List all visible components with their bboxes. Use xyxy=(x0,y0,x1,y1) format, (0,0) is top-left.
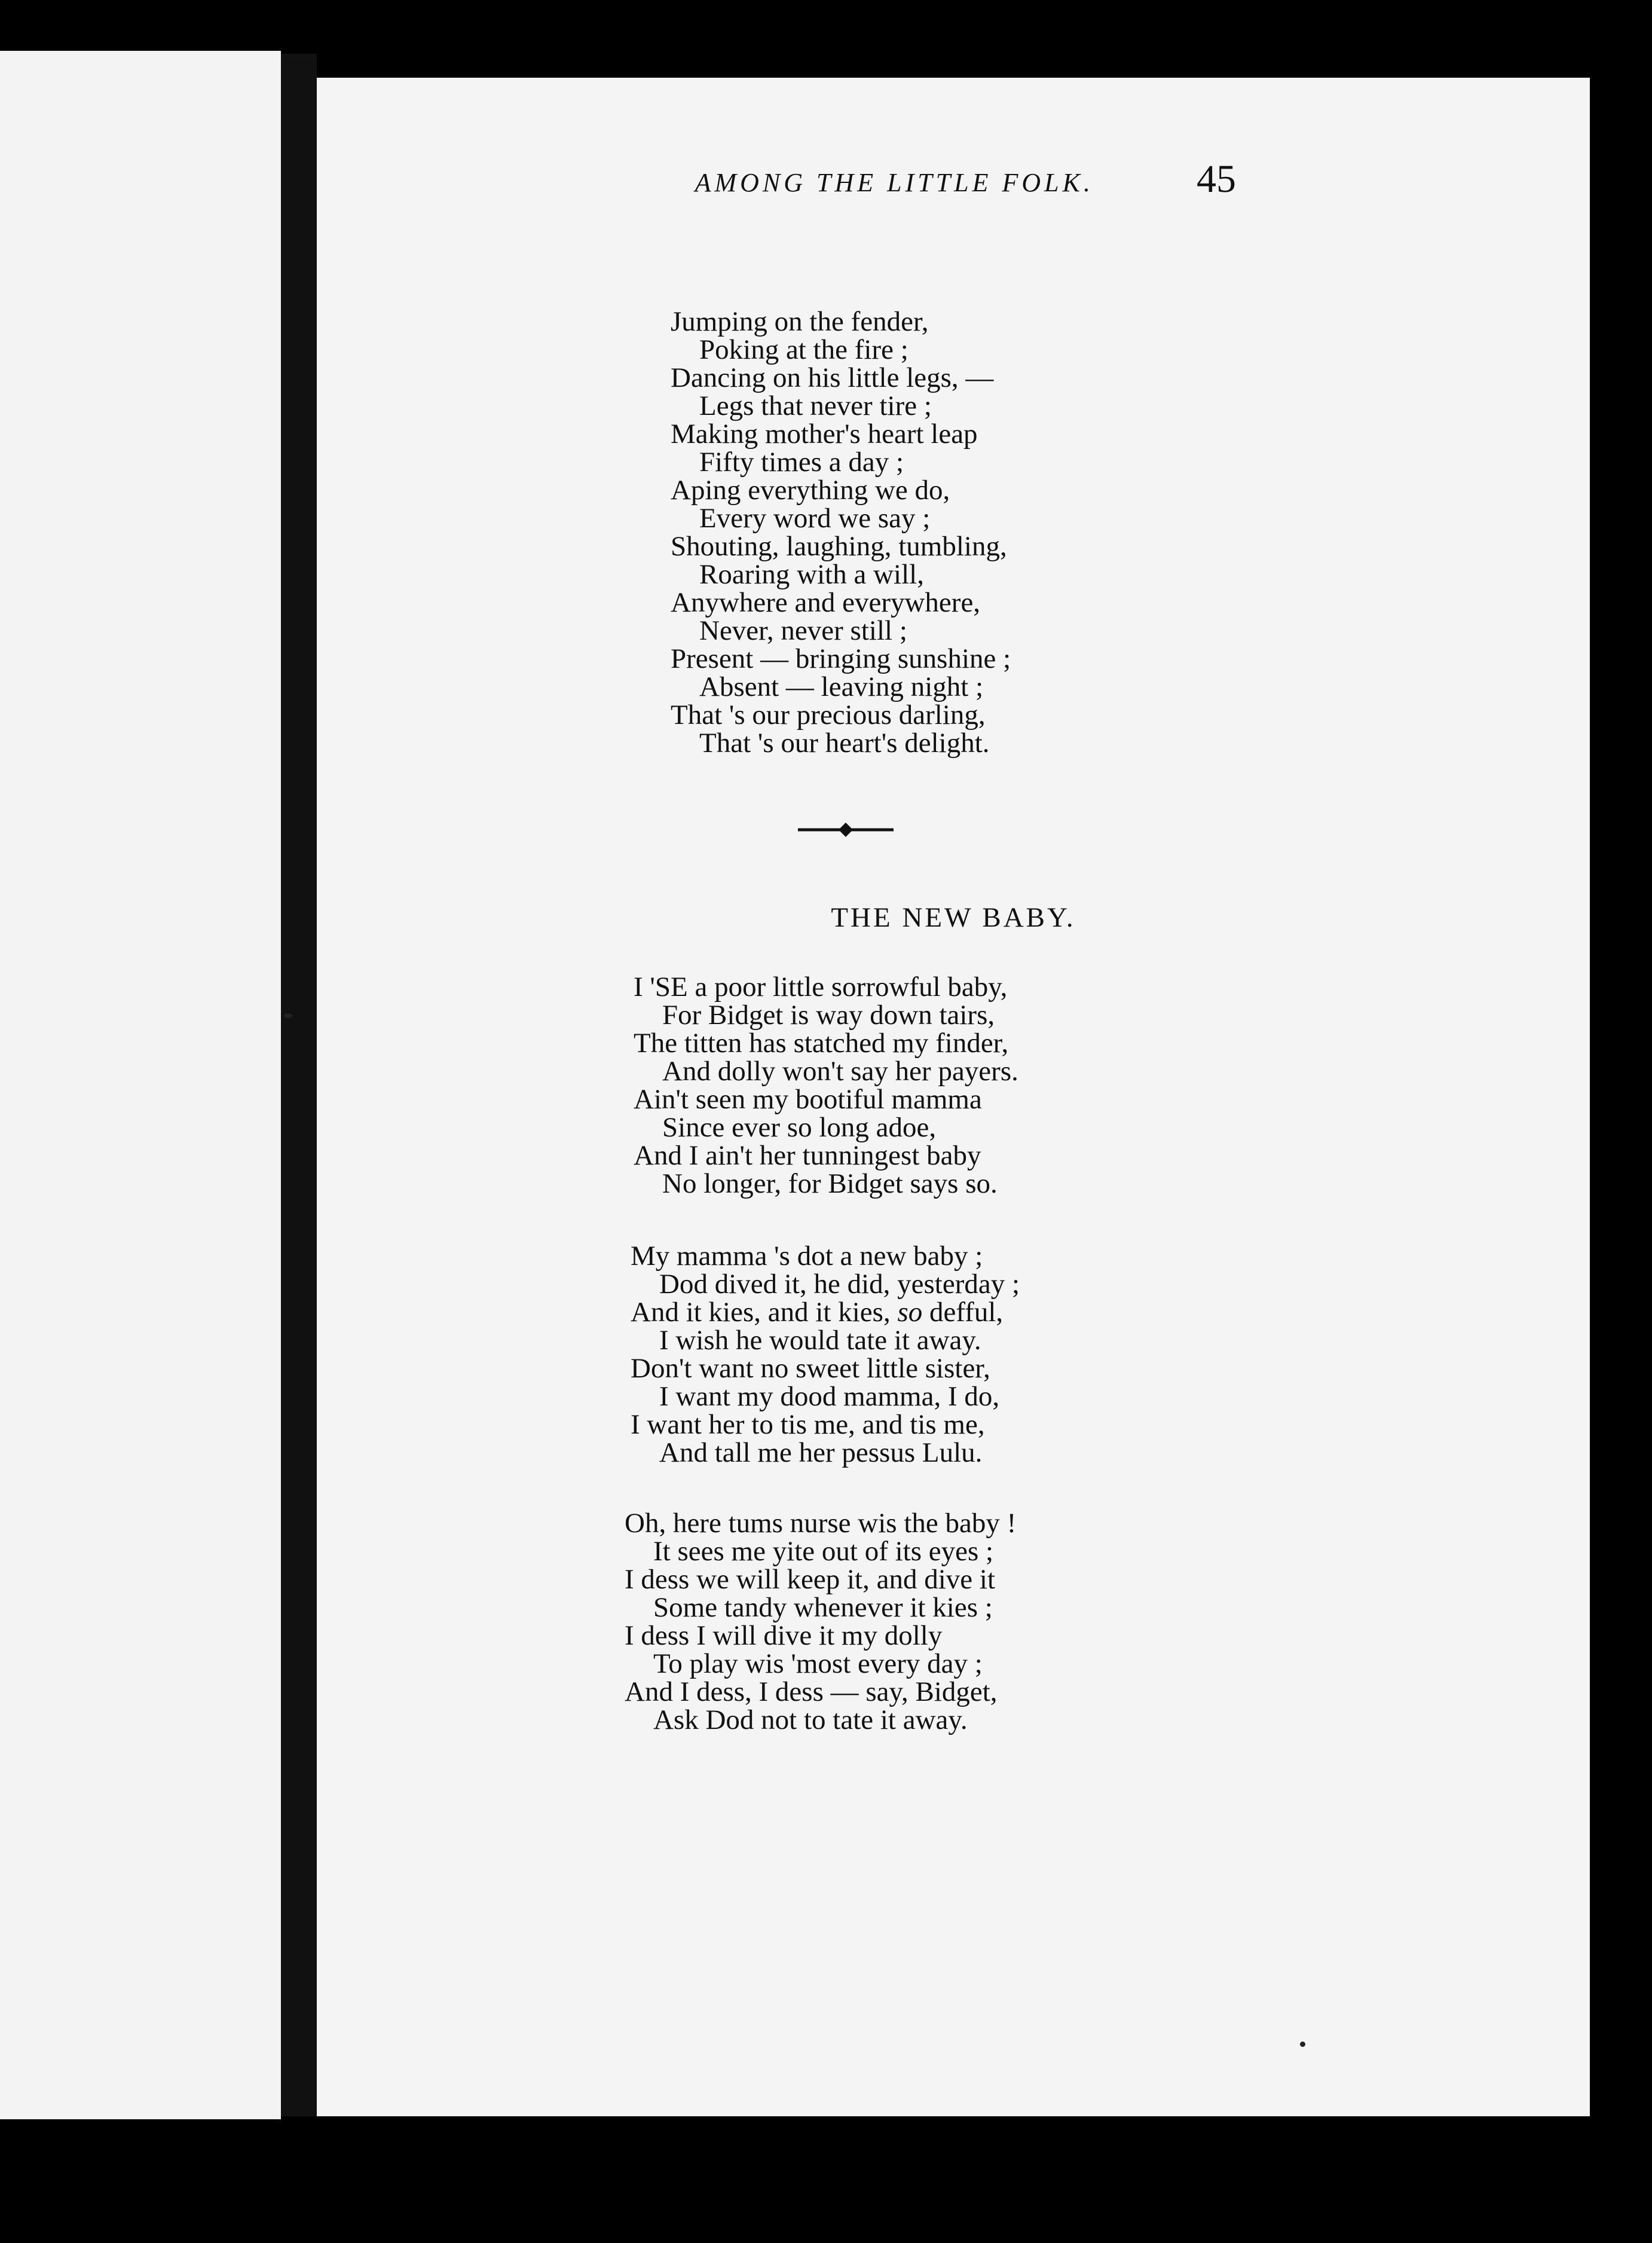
verse-line: For Bidget is way down tairs, xyxy=(662,1000,995,1031)
verse-line: Shouting, laughing, tumbling, xyxy=(671,531,1007,562)
verse-line: My mamma 's dot a new baby ; xyxy=(631,1240,983,1272)
verse-line-text: And it kies, and it kies, xyxy=(631,1297,898,1328)
verse-line: Never, never still ; xyxy=(699,615,907,646)
verse-line: Dancing on his little legs, — xyxy=(671,362,994,393)
poem-continuation xyxy=(671,308,1011,757)
verse-line: Making mother's heart leap xyxy=(671,418,978,450)
ornament-divider xyxy=(798,818,894,842)
verse-line: That 's our precious darling, xyxy=(671,699,986,731)
verse-line: Don't want no sweet little sister, xyxy=(631,1353,990,1384)
verse-line-text: defful, xyxy=(922,1297,1004,1328)
verse-line: I want her to tis me, and tis me, xyxy=(631,1409,985,1440)
verse-line: Aping everything we do, xyxy=(671,475,950,506)
verse-line: Roaring with a will, xyxy=(699,559,924,590)
verse-line: To play wis 'most every day ; xyxy=(653,1648,983,1679)
verse-line: Oh, here tums nurse wis the baby ! xyxy=(625,1508,1017,1539)
verse-line: Dod dived it, he did, yesterday ; xyxy=(659,1269,1020,1300)
verse-line: Poking at the fire ; xyxy=(699,334,908,365)
verse-line: That 's our heart's delight. xyxy=(699,728,990,759)
verse-line xyxy=(631,1298,1020,1327)
verse-line: No longer, for Bidget says so. xyxy=(662,1168,998,1199)
verse-line xyxy=(634,973,1018,1001)
stanza-1 xyxy=(634,973,1018,1198)
verse-line: I want my dood mamma, I do, xyxy=(659,1381,1000,1412)
stanza-2 xyxy=(631,1242,1020,1467)
verse-line: The titten has statched my finder, xyxy=(634,1028,1009,1059)
verse-line: Some tandy whenever it kies ; xyxy=(653,1592,993,1623)
poem-title: THE NEW BABY. xyxy=(831,902,1076,933)
dust-speck xyxy=(284,1013,292,1018)
verse-line: Present — bringing sunshine ; xyxy=(671,643,1011,674)
verse-line: And tall me her pessus Lulu. xyxy=(659,1437,983,1468)
verse-line: And I dess, I dess — say, Bidget, xyxy=(625,1676,998,1707)
verse-line: And dolly won't say her payers. xyxy=(662,1056,1018,1087)
verse-line: I wish he would tate it away. xyxy=(659,1325,981,1356)
dust-speck xyxy=(1300,2042,1305,2047)
verse-line: Anywhere and everywhere, xyxy=(671,587,981,618)
stanza-3 xyxy=(625,1509,1016,1734)
running-title: AMONG THE LITTLE FOLK. xyxy=(695,168,1094,197)
page-number: 45 xyxy=(1197,157,1236,201)
verse-line: Fifty times a day ; xyxy=(699,447,904,478)
book-gutter xyxy=(281,54,317,2116)
verse-line: Jumping on the fender, xyxy=(671,306,929,337)
verse-line: It sees me yite out of its eyes ; xyxy=(653,1536,994,1567)
italic-word: so xyxy=(897,1297,923,1328)
verse-line: Absent — leaving night ; xyxy=(699,671,984,702)
verse-line: Legs that never tire ; xyxy=(699,390,932,421)
verse-line-text: a poor little sorrowful baby, xyxy=(687,971,1008,1003)
verse-line: And I ain't her tunningest baby xyxy=(634,1140,981,1171)
drop-word: I 'SE xyxy=(634,971,688,1003)
verse-line: Ain't seen my bootiful mamma xyxy=(634,1084,982,1115)
verse-line: Every word we say ; xyxy=(699,503,931,534)
verse-line: I dess we will keep it, and dive it xyxy=(625,1564,995,1595)
verse-line: I dess I will dive it my dolly xyxy=(625,1620,943,1651)
facing-page-edge xyxy=(0,51,281,2119)
verse-line: Ask Dod not to tate it away. xyxy=(653,1704,968,1735)
verse-line: Since ever so long adoe, xyxy=(662,1112,937,1143)
